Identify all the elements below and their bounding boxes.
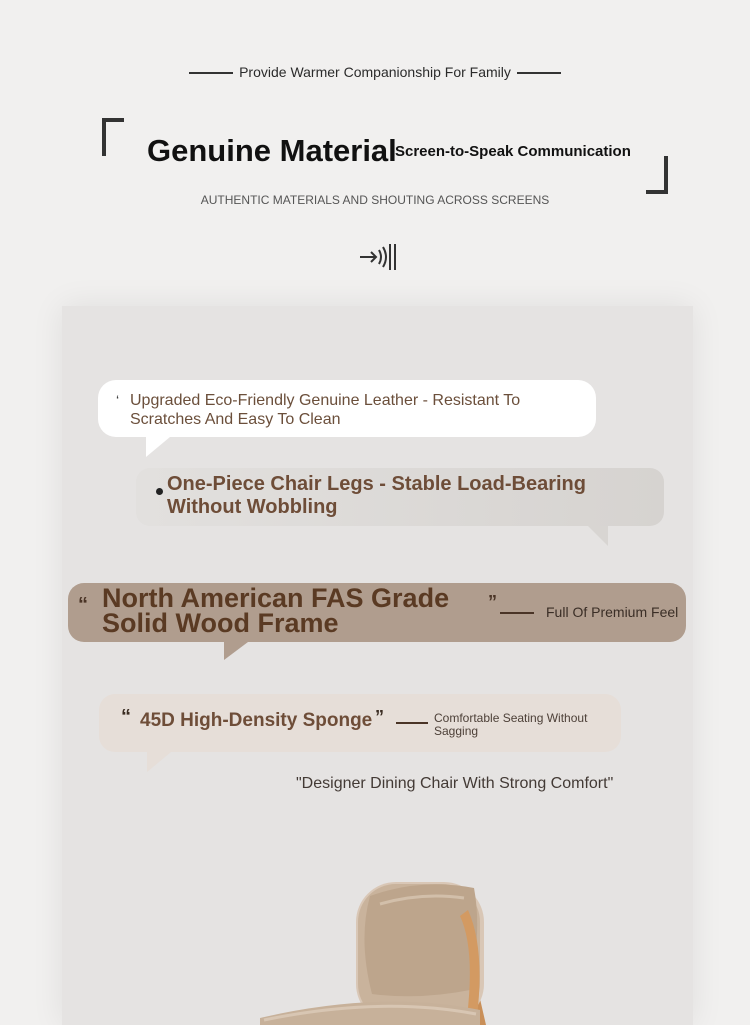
section-title: Genuine Material: [147, 133, 397, 168]
designer-caption: "Designer Dining Chair With Strong Comfort": [296, 775, 614, 792]
open-quote-mark: “: [78, 594, 88, 616]
bubble-tail: [588, 526, 608, 546]
feature-text: 45D High-Density Sponge: [140, 710, 373, 731]
connector-line: [500, 612, 534, 614]
tagline: [0, 64, 750, 80]
section-side-title: Screen-to-Speak Communication: [395, 143, 631, 160]
feature-text: Upgraded Eco-Friendly Genuine Leather - Resistant To Scratches And Easy To Clean: [130, 392, 521, 428]
feature-bubble-wood-frame: [68, 583, 686, 642]
chair-image: [230, 870, 530, 1025]
tagline-right-rule: [517, 72, 561, 74]
close-quote-mark: ”: [375, 707, 384, 727]
feature-bubble-leather: [98, 380, 596, 437]
tagline-left-rule: [189, 72, 233, 74]
bubble-tail: [224, 642, 248, 660]
bullet-dot: [156, 488, 163, 495]
bubble-tail: [146, 437, 170, 457]
tagline-text: Provide Warmer Companionship For Family: [239, 64, 511, 80]
voice-waves-icon: [358, 240, 402, 274]
feature-bubble-legs: [136, 468, 664, 526]
section-subtitle: AUTHENTIC MATERIALS AND SHOUTING ACROSS SCREENS: [200, 193, 550, 207]
feature-side-note: Full Of Premium Feel: [546, 604, 679, 620]
bubble-quote-mark: ‘: [116, 392, 120, 408]
feature-side-note: Comfortable Seating Without Sagging: [434, 711, 588, 738]
open-quote-mark: “: [121, 706, 131, 728]
connector-line: [396, 722, 428, 724]
feature-text: One-Piece Chair Legs - Stable Load-Bearing Without Wobbling: [167, 473, 586, 518]
close-quote-mark: ”: [488, 592, 497, 612]
bracket-top-left: [102, 118, 124, 156]
bracket-bottom-right: [646, 156, 668, 194]
feature-text: North American FAS Grade Solid Wood Frame: [102, 583, 450, 638]
bubble-tail: [147, 752, 171, 772]
feature-bubble-sponge: [99, 694, 621, 752]
